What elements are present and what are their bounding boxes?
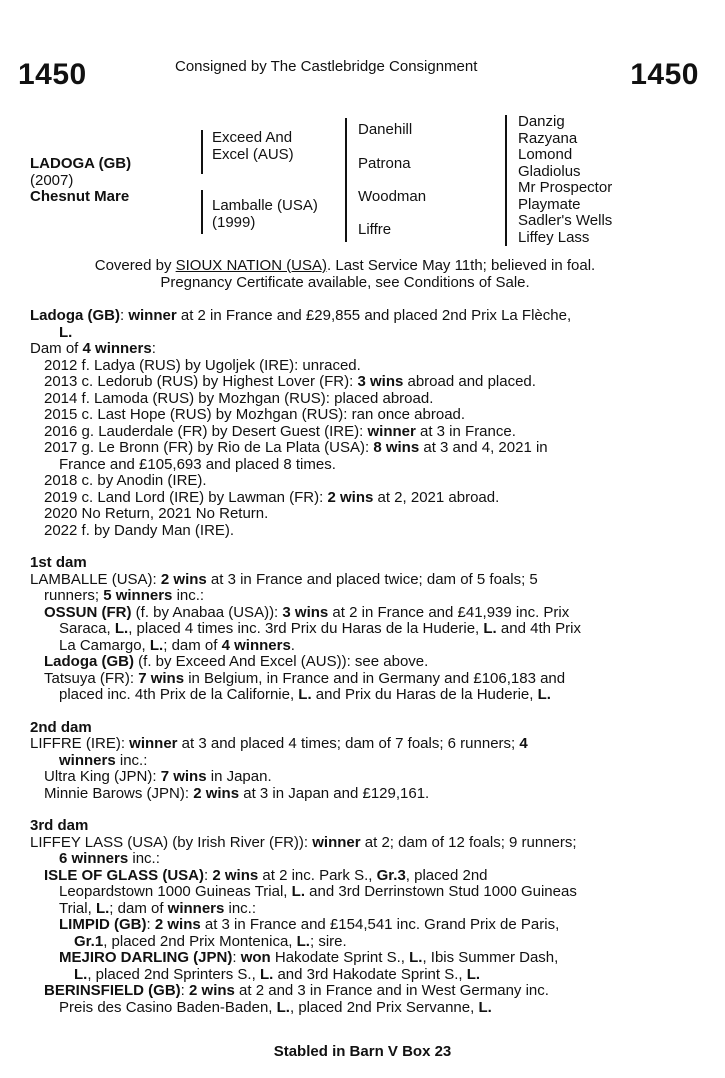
third-dam-line: LIMPID (GB): 2 wins at 3 in France and £154,541 inc. Grand Prix de Paris, — [59, 916, 560, 933]
summary-line: Ladoga (GB): winner at 2 in France and £29,855 and placed 2nd Prix La Flèche, — [30, 307, 572, 324]
produce-entry: 2013 c. Ledorub (RUS) by Highest Lover (FR): 3 wins abroad and placed. — [44, 373, 536, 390]
third-dam-line: BERINSFIELD (GB): 2 wins at 2 and 3 in France and in West Germany inc. — [44, 982, 549, 999]
first-dam-section — [30, 572, 658, 704]
horse-info — [30, 156, 131, 206]
covering-stallion: SIOUX NATION (USA) — [175, 257, 328, 274]
produce-entry: 2020 No Return, 2021 No Return. — [44, 505, 269, 522]
third-dam-line: MEJIRO DARLING (JPN): won Hakodate Sprint S., L., Ibis Summer Dash, — [59, 949, 559, 966]
produce-entry: 2017 g. Le Bronn (FR) by Rio de La Plata (USA): 8 wins at 3 and 4, 2021 in — [44, 439, 548, 456]
third-dam-line: Gr.1, placed 2nd Prix Montenica, L.; sire. — [74, 932, 347, 950]
first-dam-line: OSSUN (FR) (f. by Anabaa (USA)): 3 wins at 2 in France and £41,939 inc. Prix — [44, 603, 570, 621]
covered-note: Covered by SIOUX NATION (USA). Last Service May 11th; believed in foal. Pregnancy Certificate available, see Conditions of Sale. — [94, 257, 596, 291]
produce-entry: 2012 f. Ladya (RUS) by Ugoljek (IRE): unraced. — [44, 356, 361, 374]
second-dam-section — [30, 736, 658, 802]
dam-bracket — [201, 190, 203, 234]
third-dam-line: Leopardstown 1000 Guineas Trial, L. and 3rd Derrinstown Stud 1000 Guineas — [59, 883, 577, 900]
produce-entry: 2015 c. Last Hope (RUS) by Mozhgan (RUS): ran once abroad. — [44, 406, 466, 423]
pedigree-dam: Lamballe (USA) (1999) — [212, 197, 318, 231]
third-dam-heading: 3rd dam — [30, 817, 89, 834]
third-dam-line: ISLE OF GLASS (USA): 2 wins at 2 inc. Park S., Gr.3, placed 2nd — [44, 866, 488, 884]
consignor-text: Consigned by The Castlebridge Consignment — [175, 58, 478, 75]
produce-entry: 2016 g. Lauderdale (FR) by Desert Guest (IRE): winner at 3 in France. — [44, 422, 516, 440]
first-dam-line: LAMBALLE (USA): 2 wins at 3 in France and placed twice; dam of 5 foals; 5 — [30, 570, 538, 588]
first-dam-line: placed inc. 4th Prix de la Californie, L. and Prix du Haras de la Huderie, L. — [59, 686, 551, 703]
third-dam-line: LIFFEY LASS (USA) (by Irish River (FR)): winner at 2; dam of 12 foals; 9 runners; — [30, 833, 577, 851]
third-dam-line: L., placed 2nd Sprinters S., L. and 3rd Hakodate Sprint S., L. — [74, 965, 481, 983]
produce-entry: 2018 c. by Anodin (IRE). — [44, 472, 207, 489]
lot-number-right: 1450 — [630, 58, 699, 91]
first-dam-line: Tatsuya (FR): 7 wins in Belgium, in France and in Germany and £106,183 and — [44, 669, 566, 687]
second-dam-line: Minnie Barows (JPN): 2 wins at 3 in Japan and £129,161. — [44, 784, 430, 802]
second-dam-line: LIFFRE (IRE): winner at 3 and placed 4 times; dam of 7 foals; 6 runners; 4 — [30, 735, 528, 752]
produce-entry: France and £105,693 and placed 8 times. — [59, 455, 336, 473]
pedigree-gs-1: Danehill — [358, 121, 413, 138]
third-dam-line: Trial, L.; dam of winners inc.: — [59, 899, 257, 917]
summary-listed: L. — [59, 323, 73, 341]
pedigree-sire: Exceed And Excel (AUS) — [212, 129, 294, 163]
second-dam-line: winners inc.: — [59, 751, 148, 769]
third-dam-section — [30, 835, 658, 1017]
first-dam-heading: 1st dam — [30, 554, 87, 571]
stabling-info: Stabled in Barn V Box 23 — [273, 1043, 452, 1060]
produce-entry: 2022 f. by Dandy Man (IRE). — [44, 521, 235, 539]
produce-entry: 2019 c. Land Lord (IRE) by Lawman (FR): 2 wins at 2, 2021 abroad. — [44, 488, 500, 506]
dam-of-line: Dam of 4 winners: — [30, 340, 156, 357]
first-dam-line: Ladoga (GB) (f. by Exceed And Excel (AUS)): see above. — [44, 653, 429, 670]
produce-entry: 2014 f. Lamoda (RUS) by Mozhgan (RUS): placed abroad. — [44, 389, 434, 407]
second-dam-heading: 2nd dam — [30, 718, 92, 736]
horse-year: (2007) — [30, 171, 74, 189]
first-dam-line: La Camargo, L.; dam of 4 winners. — [59, 636, 295, 654]
first-dam-line: Saraca, L., placed 4 times inc. 3rd Prix du Haras de la Huderie, L. and 4th Prix — [59, 620, 581, 637]
produce-list — [30, 358, 658, 540]
pedigree-ggs: Danzig Razyana Lomond Gladiolus Mr Prospector Playmate Sadler's Wells Liffey Lass — [518, 113, 613, 246]
main-body — [30, 308, 658, 1016]
great-grandsire-bracket — [505, 115, 507, 246]
first-dam-line: runners; 5 winners inc.: — [44, 587, 205, 604]
pedigree-gs-3: Woodman — [358, 188, 427, 205]
third-dam-line: Preis des Casino Baden-Baden, L., placed 2nd Prix Servanne, L. — [59, 998, 492, 1016]
third-dam-line: 6 winners inc.: — [59, 850, 160, 867]
horse-name: LADOGA (GB) — [30, 155, 132, 172]
horse-sex: Chesnut Mare — [30, 188, 130, 205]
grandsire-bracket — [345, 118, 347, 242]
pedigree-gs-2: Patrona — [358, 155, 411, 172]
lot-number-left: 1450 — [18, 58, 87, 91]
second-dam-line: Ultra King (JPN): 7 wins in Japan. — [44, 768, 272, 785]
sire-bracket — [201, 130, 203, 174]
pedigree-gs-4: Liffre — [358, 221, 392, 238]
